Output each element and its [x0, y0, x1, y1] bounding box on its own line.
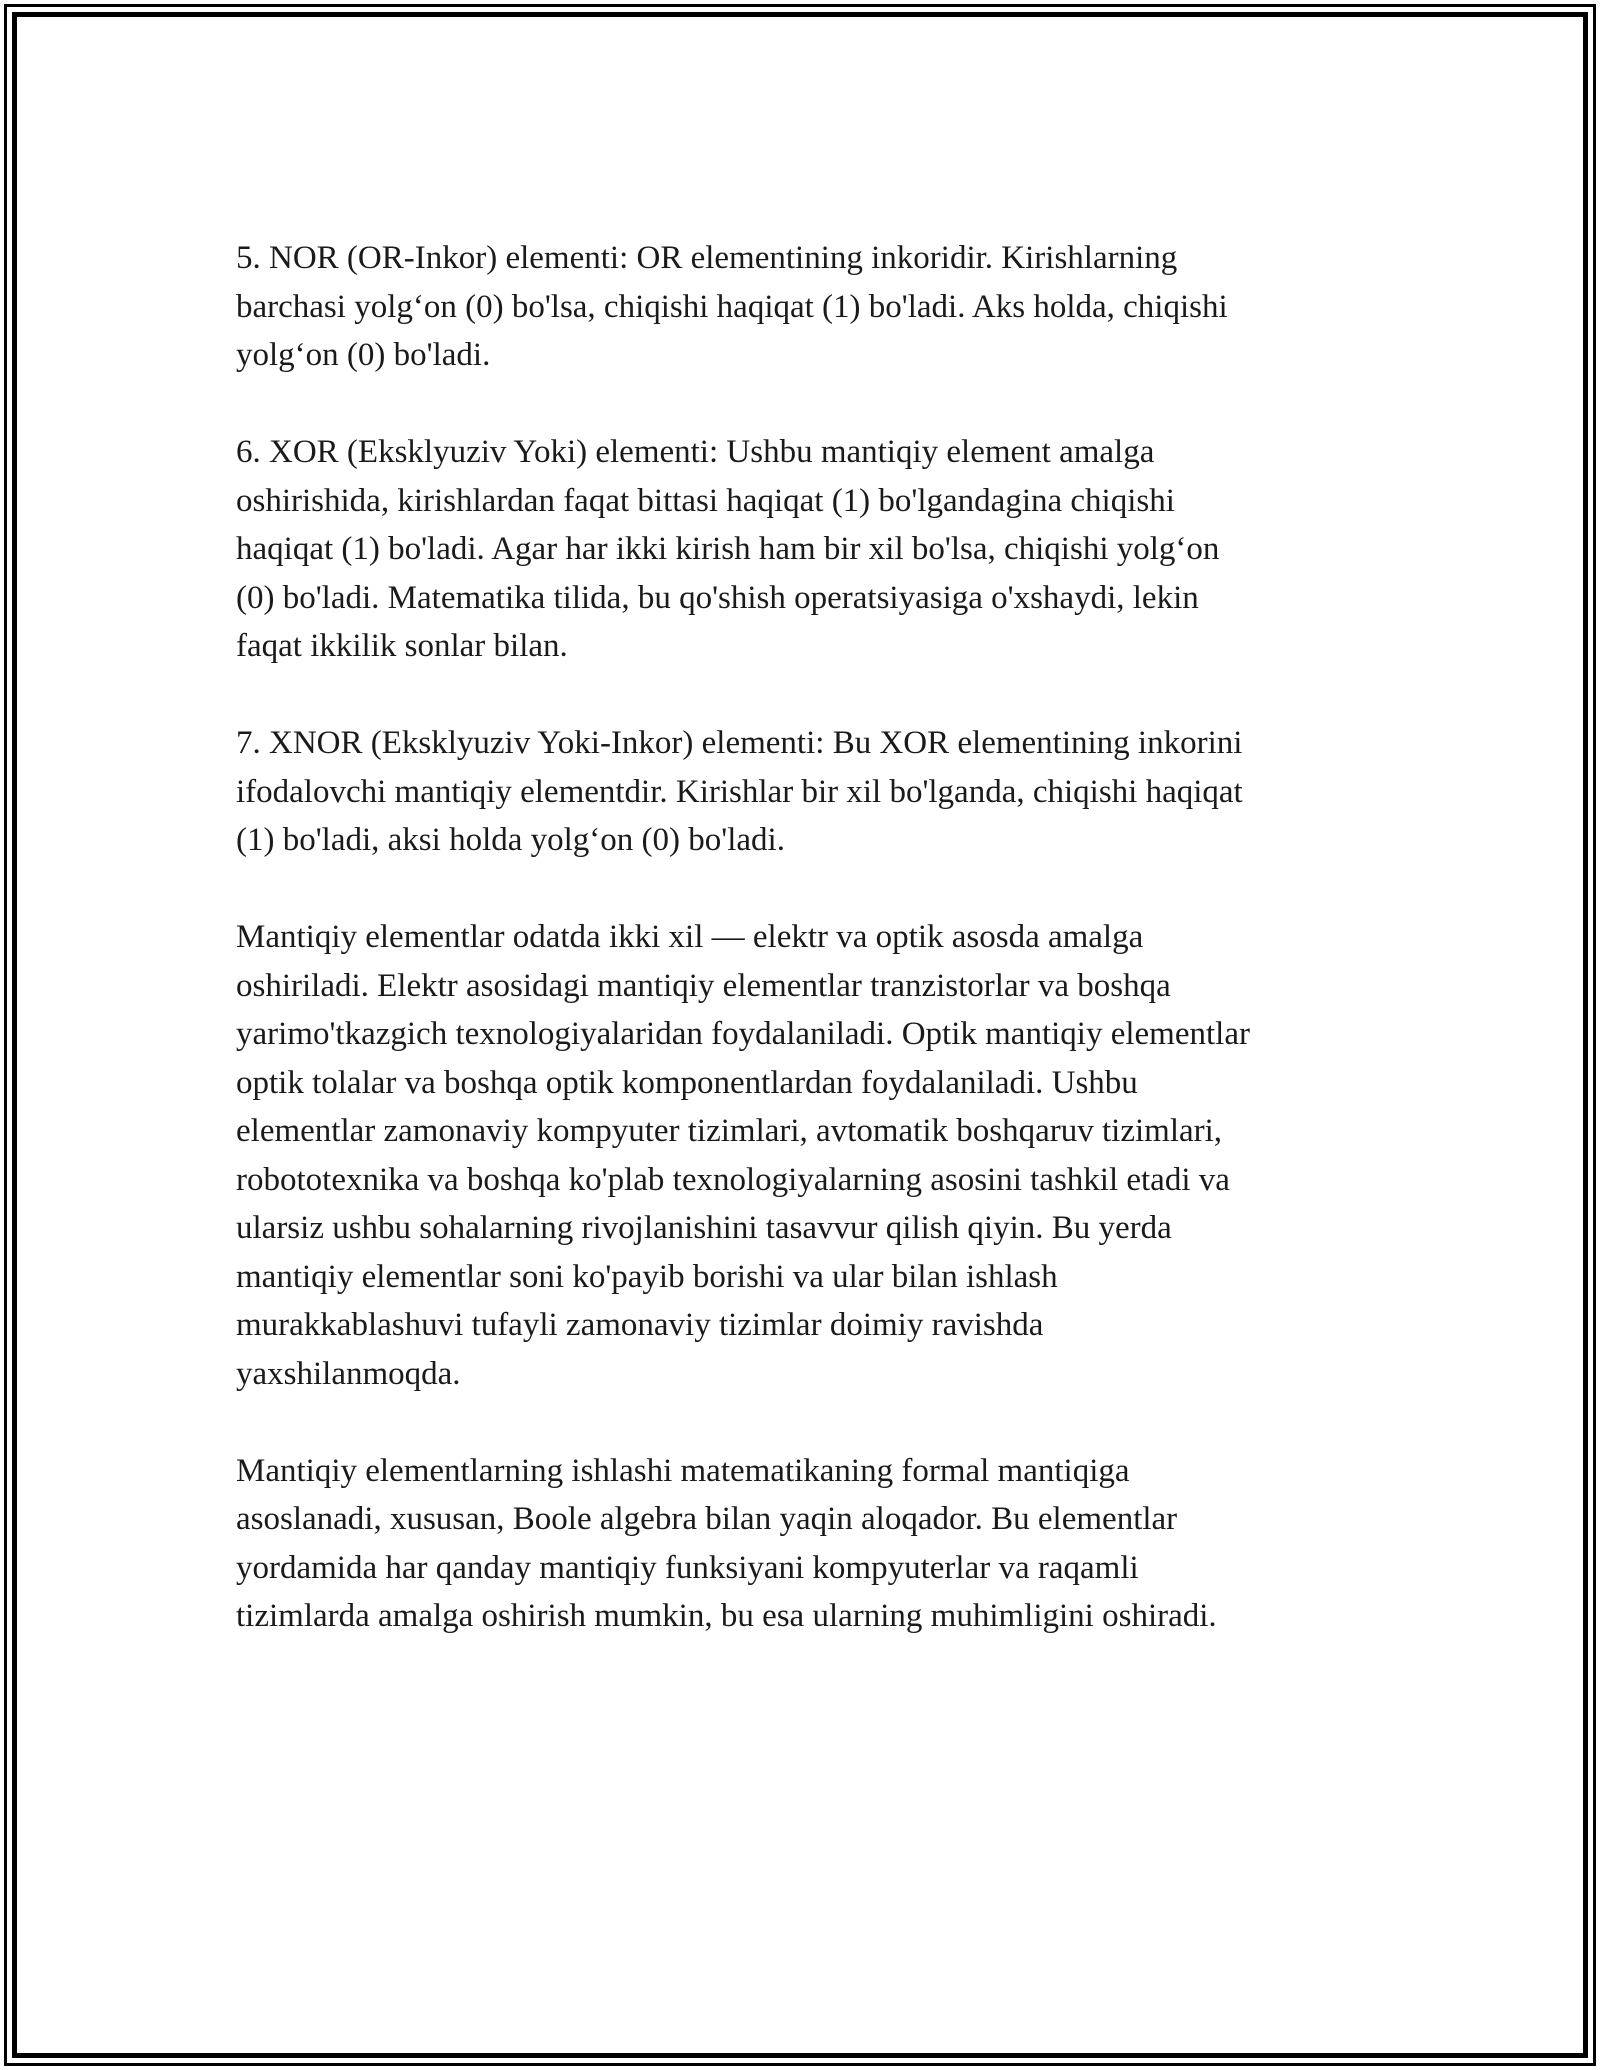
paragraph-implementation: Mantiqiy elementlar odatda ikki xil — elektr va optik asosda amalga oshiriladi. Elektr asosidagi mantiqiy elementlar tranzistorlar va boshqa yarimo'tkazgich texnologiyalaridan foydalaniladi. Optik mantiqiy elementlar optik tolalar va boshqa optik komponentlardan foydalaniladi. Ushbu elementlar zamonaviy kompyuter tizimlari, avtomatik boshqaruv tizimlari, robototexnika va boshqa ko'plab texnologiyalarning asosini tashkil etadi va ularsiz ushbu sohalarning rivojlanishini tasavvur qilish qiyin. Bu yerda mantiqiy elementlar soni ko'payib borishi va ular bilan ishlash murakkablashuvi tufayli zamonaviy tizimlar doimiy ravishda yaxshilanmoqda. — [236, 919, 1250, 1392]
paragraph-nor: 5. NOR (OR-Inkor) elementi: OR elementining inkoridir. Kirishlarning barchasi yolg‘on (0) bo'lsa, chiqishi haqiqat (1) bo'ladi. Aks holda, chiqishi yolg‘on (0) bo'ladi. — [236, 240, 1228, 373]
paragraph-boole-algebra: Mantiqiy elementlarning ishlashi matematikaning formal mantiqiga asoslanadi, xususan, Boole algebra bilan yaqin aloqador. Bu elementlar yordamida har qanday mantiqiy funksiyani kompyuterlar va raqamli tizimlarda amalga oshirish mumkin, bu esa ularning muhimligini oshiradi. — [236, 1452, 1217, 1634]
paragraph-xnor: 7. XNOR (Eksklyuziv Yoki-Inkor) elementi: Bu XOR elementining inkorini ifodalovchi mantiqiy elementdir. Kirishlar bir xil bo'lganda, chiqishi haqiqat (1) bo'ladi, aksi holda yolg‘on (0) bo'ladi. — [236, 725, 1243, 858]
paragraph-xor: 6. XOR (Eksklyuziv Yoki) elementi: Ushbu mantiqiy element amalga oshirishida, kirishlardan faqat bittasi haqiqat (1) bo'lgandagina chiqishi haqiqat (1) bo'ladi. Agar har ikki kirish ham bir xil bo'lsa, chiqishi yolg‘on (0) bo'ladi. Matematika tilida, bu qo'shish operatsiyasiga o'xshaydi, lekin faqat ikkilik sonlar bilan. — [236, 434, 1220, 664]
document-body — [236, 234, 1386, 1689]
